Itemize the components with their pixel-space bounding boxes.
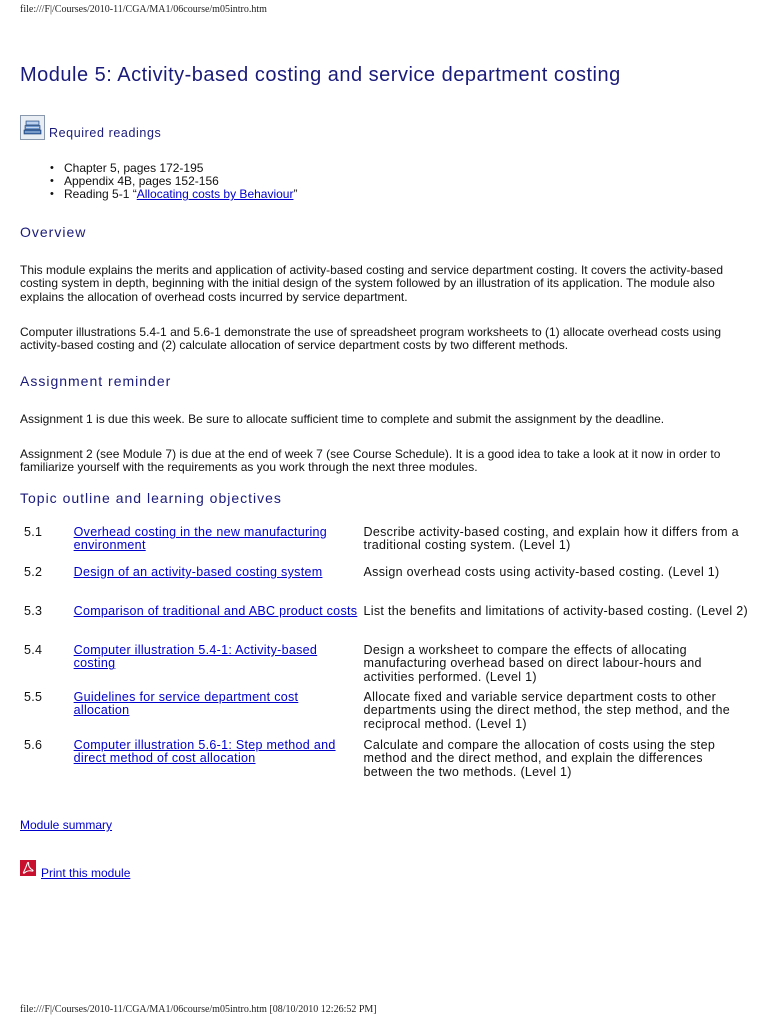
topic-number: 5.5 [24, 690, 43, 704]
assignment-paragraph: Assignment 1 is due this week. Be sure to allocate sufficient time to complete and submit the assignment by the deadline. [20, 412, 665, 426]
print-module-link[interactable]: Print this module [41, 866, 131, 880]
reading-suffix: ” [293, 187, 298, 201]
module-summary-link[interactable]: Module summary [20, 818, 113, 832]
overview-paragraph: Computer illustrations 5.4-1 and 5.6-1 demonstrate the use of spreadsheet program worksheets to (1) allocate overhead costs using activity-based costing and (2) calculate allocation of service department costs by two different methods. [20, 325, 722, 353]
topic-number: 5.2 [24, 565, 43, 579]
topic-objective: Describe activity-based costing, and explain how it differs from a traditional costing system. (Level 1) [363, 525, 739, 553]
overview-heading: Overview [20, 224, 87, 240]
assignment-heading: Assignment reminder [20, 373, 172, 389]
module-summary-row [20, 818, 112, 832]
topics-table [20, 524, 748, 785]
topic-row [20, 643, 748, 690]
topic-objective: Calculate and compare the allocation of costs using the step method and the direct method, and explain the differences between the two methods. (Level 1) [363, 738, 716, 779]
readings-list [20, 162, 297, 201]
topic-row [20, 738, 748, 785]
print-footer-url: file:///F|/Courses/2010-11/CGA/MA1/06course/m05intro.htm [08/10/2010 12:26:52 PM] [20, 1004, 377, 1015]
topic-number: 5.4 [24, 643, 43, 657]
books-icon [20, 115, 45, 140]
topic-number: 5.6 [24, 738, 43, 752]
topic-link[interactable]: Guidelines for service department cost allocation [73, 690, 299, 718]
topic-link[interactable]: Comparison of traditional and ABC product costs [73, 604, 358, 618]
print-module-row [20, 856, 130, 880]
reading-link-allocating-costs[interactable]: Allocating costs by Behaviour [136, 187, 294, 201]
required-readings-label: Required readings [49, 126, 162, 140]
topic-row [20, 690, 748, 738]
topic-link[interactable]: Design of an activity-based costing system [73, 565, 323, 579]
overview-paragraph: This module explains the merits and application of activity-based costing and service department costing. It covers the activity-based costing system in depth, beginning with the initial design of the system followed by an illustration of its application. The module also explains the allocation of overhead costs incurred by service department. [20, 263, 724, 304]
page-title: Module 5: Activity-based costing and service department costing [20, 64, 621, 86]
topic-objective: Design a worksheet to compare the effects of allocating manufacturing overhead based on direct labour-hours and activities performed. (Level 1) [363, 643, 702, 684]
topic-row [20, 565, 748, 604]
reading-prefix: Reading 5-1 “ [64, 187, 137, 201]
topics-heading: Topic outline and learning objectives [20, 490, 282, 506]
print-header-url: file:///F|/Courses/2010-11/CGA/MA1/06course/m05intro.htm [20, 4, 267, 15]
topic-number: 5.3 [24, 604, 43, 618]
pdf-icon[interactable] [20, 860, 36, 876]
topic-link[interactable]: Overhead costing in the new manufacturing environment [73, 525, 328, 553]
topic-row [20, 524, 748, 565]
reading-item: • Chapter 5, pages 172-195 [20, 162, 297, 175]
reading-item [20, 188, 297, 201]
topic-link[interactable]: Computer illustration 5.6-1: Step method and direct method of cost allocation [73, 738, 336, 766]
topic-objective: List the benefits and limitations of activity-based costing. (Level 2) [363, 604, 748, 618]
assignment-paragraph: Assignment 2 (see Module 7) is due at the end of week 7 (see Course Schedule). It is a good idea to take a look at it now in order to familiarize yourself with the requirements as you work through the next three modules. [20, 447, 721, 475]
reading-item: • Appendix 4B, pages 152-156 [20, 175, 297, 188]
required-readings-header [20, 112, 161, 140]
topic-link[interactable]: Computer illustration 5.4-1: Activity-based costing [73, 643, 318, 671]
topic-row [20, 604, 748, 643]
topic-number: 5.1 [24, 525, 43, 539]
topic-objective: Assign overhead costs using activity-based costing. (Level 1) [363, 565, 720, 579]
topic-objective: Allocate fixed and variable service department costs to other departments using the direct method, the step method, and the reciprocal method. (Level 1) [363, 690, 730, 731]
